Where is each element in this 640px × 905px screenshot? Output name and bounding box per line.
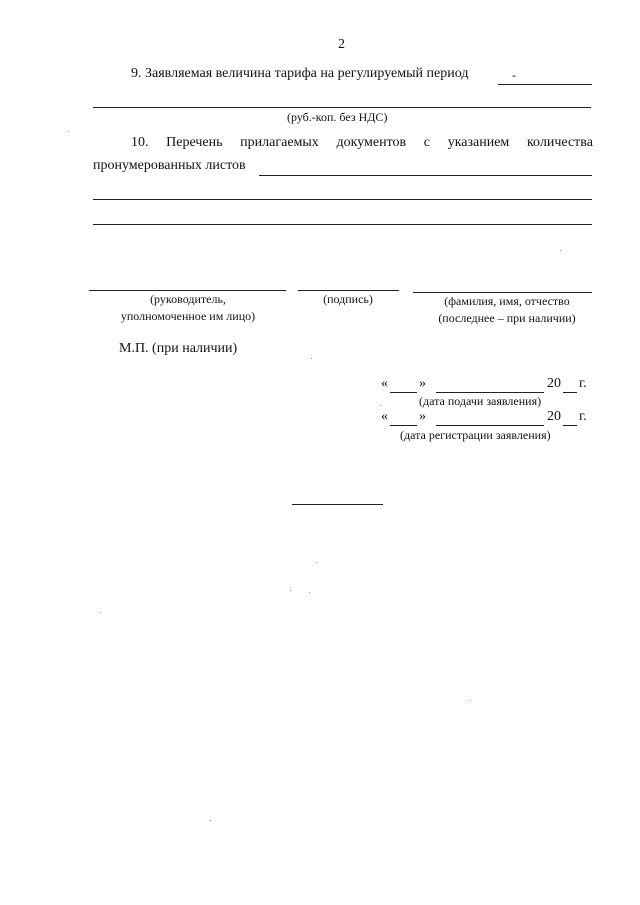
- item10-word: документов: [336, 135, 407, 150]
- item10-fill-line-2[interactable]: [93, 199, 592, 200]
- year-suffix: г.: [579, 409, 587, 424]
- item10-word: Перечень: [166, 135, 223, 150]
- register-caption: (дата регистрации заявления): [400, 428, 551, 442]
- item10-word: с: [423, 135, 431, 150]
- year-prefix: 20: [547, 376, 561, 391]
- name-caption: [423, 294, 591, 326]
- sign-caption: (подпись): [323, 292, 373, 306]
- register-month-line[interactable]: [436, 425, 544, 426]
- head-signature-line[interactable]: [89, 290, 286, 291]
- item10-word: количества: [526, 135, 593, 150]
- scan-speck: [290, 590, 291, 591]
- item9-unit-caption: (руб.-коп. без НДС): [287, 110, 388, 124]
- open-quote: «: [381, 409, 388, 424]
- name-caption-line2: (последнее – при наличии): [438, 311, 576, 325]
- item9-fill-line[interactable]: [93, 107, 591, 108]
- scan-speck: [100, 612, 101, 613]
- item10-word: 10.: [131, 135, 149, 150]
- stamp-label: М.П. (при наличии): [119, 341, 238, 356]
- item10-word: указанием: [447, 135, 510, 150]
- item9-label: 9. Заявляемая величина тарифа на регулируемый период: [131, 66, 469, 81]
- scan-speck: [311, 358, 312, 359]
- scan-speck: [210, 820, 211, 821]
- scan-speck: [380, 405, 381, 406]
- scan-speck: [68, 131, 69, 132]
- register-day-line[interactable]: [390, 425, 417, 426]
- submit-date-row: [381, 376, 388, 392]
- page-number: 2: [338, 37, 345, 52]
- scan-speck: [470, 700, 471, 701]
- end-rule: [292, 504, 383, 505]
- year-prefix: 20: [547, 409, 561, 424]
- scan-speck: [309, 592, 310, 593]
- item9-value-line[interactable]: [498, 84, 592, 85]
- submit-day-line[interactable]: [390, 392, 417, 393]
- item10-word: прилагаемых: [240, 135, 319, 150]
- item10-fill-line-1[interactable]: [259, 175, 592, 176]
- name-line[interactable]: [413, 292, 592, 293]
- register-year-line[interactable]: [563, 425, 577, 426]
- item10-line2: пронумерованных листов: [93, 158, 246, 173]
- head-caption: [104, 292, 272, 324]
- close-quote: »: [419, 376, 426, 391]
- item9-mark: -: [512, 68, 516, 82]
- sign-line[interactable]: [298, 290, 399, 291]
- submit-year-line[interactable]: [563, 392, 577, 393]
- name-caption-line1: (фамилия, имя, отчество: [444, 294, 570, 308]
- head-caption-line1: (руководитель,: [150, 292, 226, 306]
- item10-fill-line-3[interactable]: [93, 224, 592, 225]
- close-quote: »: [419, 409, 426, 424]
- scan-speck: [560, 250, 561, 251]
- submit-caption: (дата подачи заявления): [419, 394, 542, 408]
- head-caption-line2: уполномоченное им лицо): [120, 309, 256, 323]
- scan-speck: [316, 562, 317, 563]
- item10-line1: [131, 135, 593, 151]
- year-suffix: г.: [579, 376, 587, 391]
- submit-month-line[interactable]: [436, 392, 544, 393]
- open-quote: «: [381, 376, 388, 391]
